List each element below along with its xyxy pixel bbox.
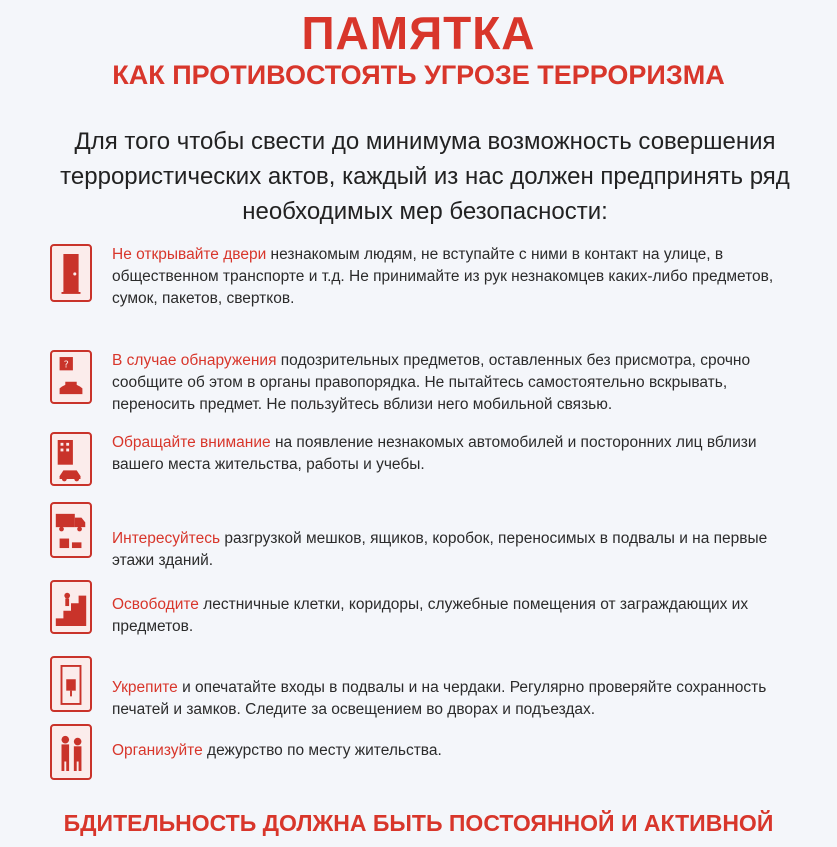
list-item-lead: Обращайте внимание xyxy=(112,434,271,451)
sealed-door-icon xyxy=(50,656,92,712)
list-item-body: разгрузкой мешков, ящиков, коробок, переносимых в подвалы и на первые этажи зданий. xyxy=(112,530,768,569)
list-item-lead: Не открывайте двери xyxy=(112,246,267,263)
intro-paragraph: Для того чтобы свести до минимума возможность совершения террористических актов, каждый из нас должен предпринять ряд необходимых мер безопасности: xyxy=(60,128,790,225)
page-title: ПАМЯТКА xyxy=(301,7,536,59)
list-item-text xyxy=(112,677,802,721)
svg-text:?: ? xyxy=(63,359,69,371)
list-item-text xyxy=(112,244,802,310)
list-item-body: подозрительных предметов, оставленных без присмотра, срочно сообщите об этом в органы правопорядка. Не пытайтесь самостоятельно вскрывать, переносить предмет. Не пользуйтесь вблизи него мобильной связью. xyxy=(112,352,751,413)
phone-icon xyxy=(50,350,92,404)
list-item-text xyxy=(112,350,802,416)
door-icon xyxy=(50,244,92,302)
building-car-icon xyxy=(50,432,92,486)
list-item-body: дежурство по месту жительства. xyxy=(202,742,442,759)
truck-boxes-icon xyxy=(50,502,92,558)
guard-icon xyxy=(50,724,92,780)
list-item-text xyxy=(112,432,802,476)
list-item-lead: В случае обнаружения xyxy=(112,352,277,369)
list-item-body: лестничные клетки, коридоры, служебные помещения от заграждающих их предметов. xyxy=(112,596,749,635)
list-item-text xyxy=(112,528,802,572)
list-item-body: на появление незнакомых автомобилей и посторонних лиц вблизи вашего места жительства, работы и учебы. xyxy=(112,434,757,473)
list-item-text xyxy=(112,594,802,638)
stairs-icon xyxy=(50,580,92,634)
list-item-lead: Освободите xyxy=(112,596,199,613)
list-item-body: и опечатайте входы в подвалы и на чердаки. Регулярно проверяйте сохранность печатей и замков. Следите за освещением во дворах и подъездах. xyxy=(112,679,767,718)
list-item-body: незнакомым людям, не вступайте с ними в контакт на улице, в общественном транспорте и т.д. Не принимайте из рук незнакомцев каких-либо предметов, сумок, пакетов, свертков. xyxy=(112,246,774,307)
list-item-lead: Укрепите xyxy=(112,679,178,696)
list-item-lead: Организуйте xyxy=(112,742,203,759)
footer-slogan: БДИТЕЛЬНОСТЬ ДОЛЖНА БЫТЬ ПОСТОЯННОЙ И АКТИВНОЙ xyxy=(63,810,774,836)
list-item-text xyxy=(112,740,802,762)
list-item-lead: Интересуйтесь xyxy=(112,530,221,547)
page-subtitle: КАК ПРОТИВОСТОЯТЬ УГРОЗЕ ТЕРРОРИЗМА xyxy=(112,60,725,90)
